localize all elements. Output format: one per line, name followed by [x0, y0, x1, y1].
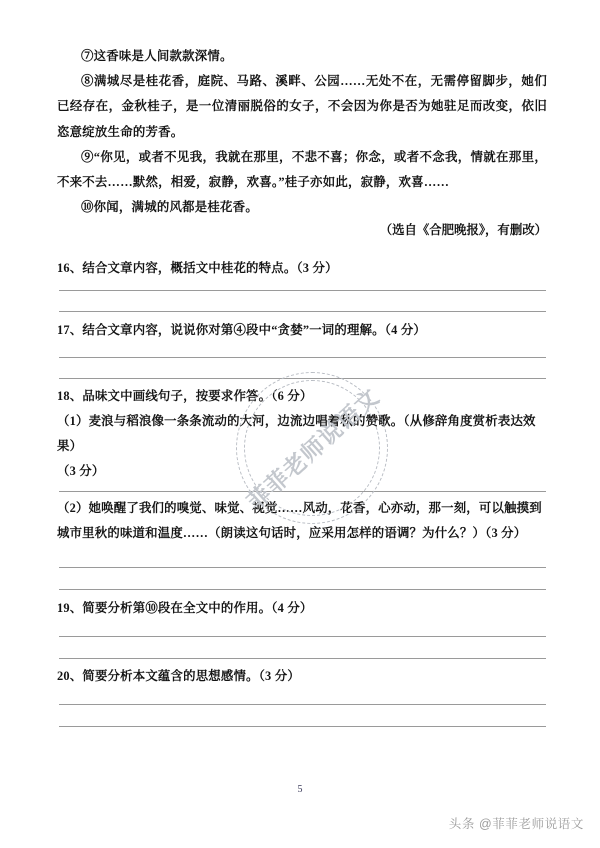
answer-line-18-1-1[interactable] [59, 491, 546, 492]
question-18-sub-1: （1）麦浪与稻浪像一条条流动的大河，边流边唱着秋的赞歌。（从修辞角度赏析表达效果） [57, 414, 536, 453]
answer-line-19-1[interactable] [59, 636, 546, 637]
answer-line-19-2[interactable] [59, 658, 546, 659]
question-19-text: 19、简要分析第⑩段在全文中的作用。（4 分） [57, 601, 313, 615]
passage-paragraph-8: ⑧满城尽是桂花香，庭院、马路、溪畔、公园……无处不在，无需停留脚步，她们已经存在，金秋桂子，是一位清丽脱俗的女子，不会因为你是否为她驻足而改变，依旧恣意绽放生命的芳香。 [57, 74, 547, 139]
question-18-sub-1-points: （3 分） [57, 464, 105, 478]
question-18 [57, 384, 549, 484]
passage-paragraph-7: ⑦这香味是人间款款深情。 [81, 49, 233, 63]
question-20 [57, 664, 549, 689]
answer-line-16-2[interactable] [59, 311, 546, 312]
answer-line-18-2-1[interactable] [59, 567, 546, 568]
question-16 [57, 256, 549, 281]
question-20-text: 20、简要分析本文蕴含的思想感情。（3 分） [57, 669, 300, 683]
answer-line-17-2[interactable] [59, 378, 546, 379]
question-19 [57, 596, 549, 621]
question-17 [57, 318, 549, 343]
answer-line-20-1[interactable] [59, 704, 546, 705]
answer-line-16-1[interactable] [59, 290, 546, 291]
passage-paragraph-9: ⑨“你见，或者不见我，我就在那里，不悲不喜；你念，或者不念我，情就在那里，不来不去……默然，相爱，寂静，欢喜。”桂子亦如此，寂静，欢喜…… [57, 149, 547, 190]
answer-line-20-2[interactable] [59, 726, 546, 727]
passage-source-attribution: （选自《合肥晚报》，有删改） [379, 223, 547, 237]
source-attribution-footer: 头条 @菲菲老师说语文 [448, 817, 584, 831]
passage-body [57, 44, 547, 220]
question-18-part-2 [57, 496, 549, 546]
question-18-sub-2: （2）她唤醒了我们的嗅觉、味觉、视觉……风动，花香，心亦动，那一刻，可以触摸到城市里秋的味道和温度……（朗读这句话时，应采用怎样的语调？为什么？）（3 分） [57, 501, 542, 540]
question-17-text: 17、结合文章内容，说说你对第④段中“贪婪”一词的理解。（4 分） [57, 323, 427, 337]
question-18-text: 18、品味文中画线句子，按要求作答。（6 分） [57, 389, 313, 403]
question-16-text: 16、结合文章内容，概括文中桂花的特点。（3 分） [57, 261, 338, 275]
answer-line-17-1[interactable] [59, 357, 546, 358]
page-number: 5 [297, 784, 303, 795]
passage-paragraph-10: ⑩你闻，满城的风都是桂花香。 [81, 200, 258, 215]
answer-line-18-2-2[interactable] [59, 589, 546, 590]
stamp-text: 菲菲老师说语文 [241, 383, 385, 515]
